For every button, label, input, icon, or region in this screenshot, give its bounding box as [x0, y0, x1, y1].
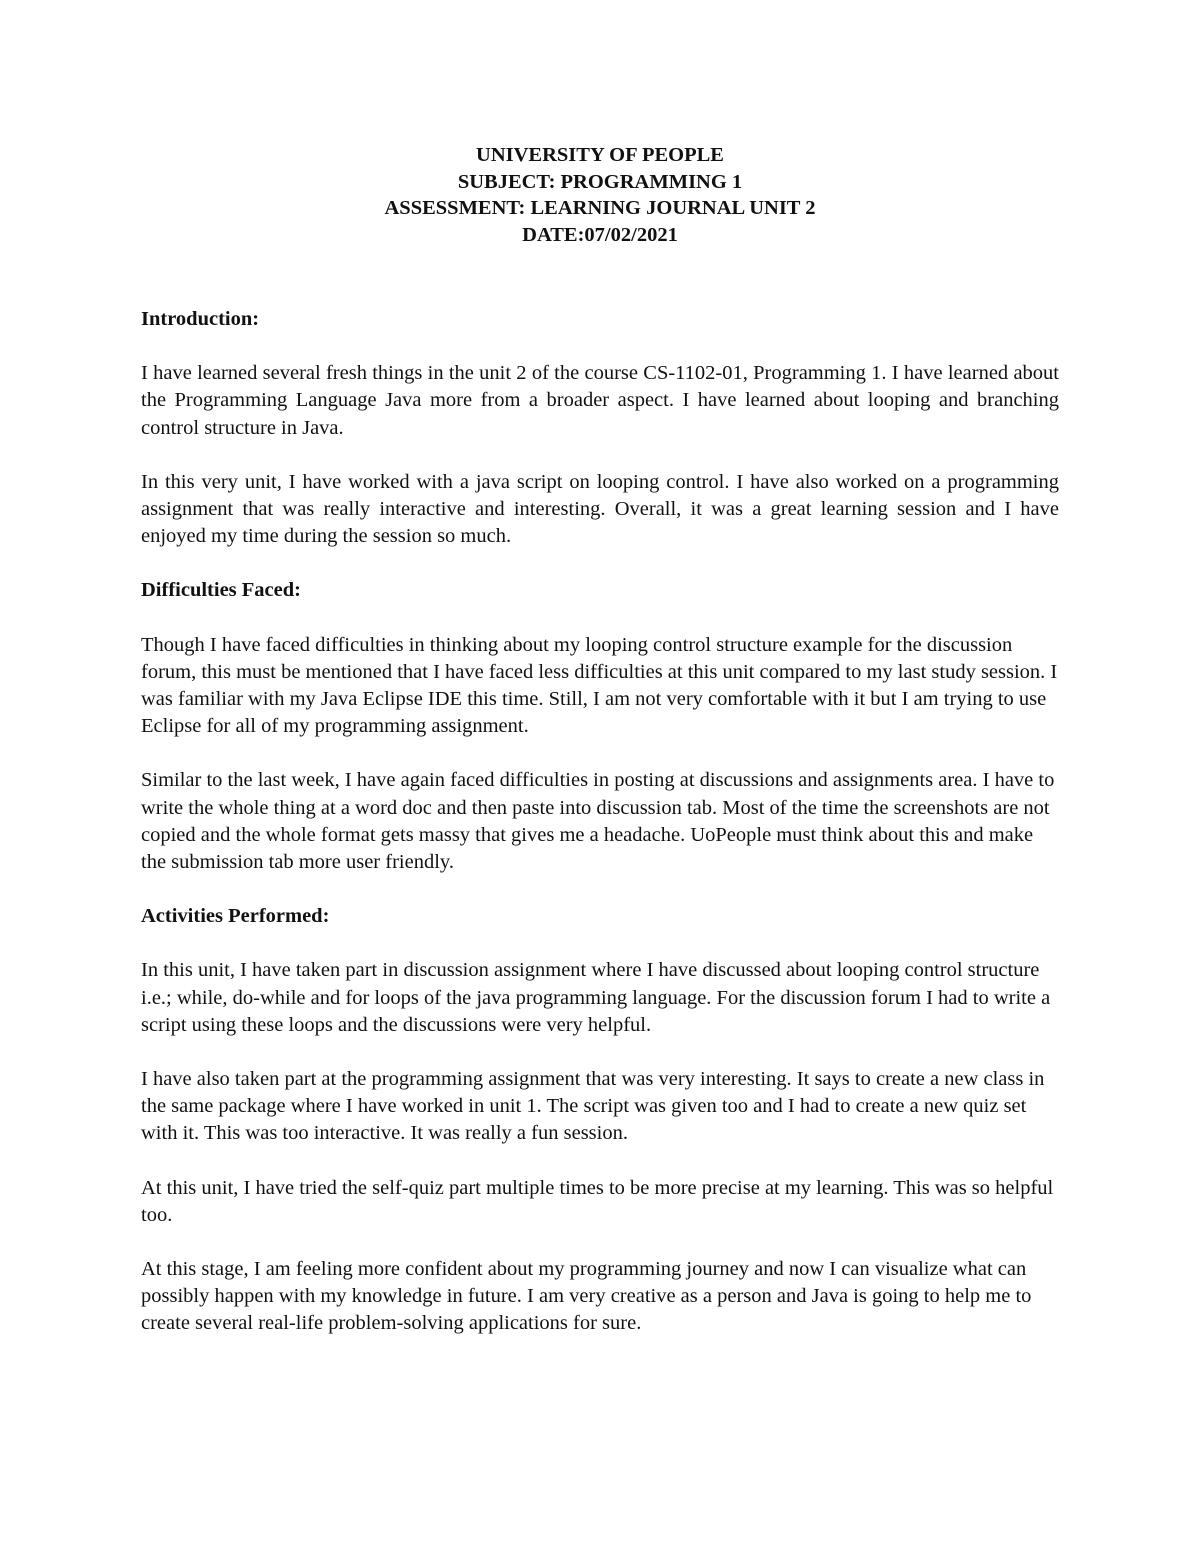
university-name: UNIVERSITY OF PEOPLE: [476, 144, 724, 166]
activities-heading: Activities Performed:: [141, 905, 330, 928]
date-line: DATE:07/02/2021: [522, 223, 678, 246]
difficulties-heading: Difficulties Faced:: [141, 579, 301, 602]
activities-paragraph-3: At this unit, I have tried the self-quiz part multiple times to be more precise at my learning. This was so helpful too.: [141, 1176, 1054, 1226]
introduction-section: [141, 306, 1059, 550]
activities-paragraph-2: I have also taken part at the programming assignment that was very interesting. It says to create a new class in the same package where I have worked in unit 1. The script was given too and I had to create a new quiz set with it. This was too interactive. It was really a fun session.: [141, 1068, 1045, 1145]
difficulties-paragraph-2: Similar to the last week, I have again faced difficulties in posting at discussions and assignments area. I have to write the whole thing at a word doc and then paste into discussion tab. Most of the time the screenshots are not copied and the whole format gets massy that gives me a headache. UoPeople must think about this and make the submission tab more user friendly.: [141, 769, 1055, 874]
introduction-paragraph-2: In this very unit, I have worked with a java script on looping control. I have also worked on a programming assignment that was really interactive and interesting. Overall, it was a great learning session and I have enjoyed my time during the session so much.: [141, 470, 1059, 548]
introduction-heading: Introduction:: [141, 308, 260, 330]
activities-paragraph-1: In this unit, I have taken part in discussion assignment where I have discussed about looping control structure i.e.; while, do-while and for loops of the java programming language. For the discussion forum I had to write a script using these loops and the discussions were very helpful.: [141, 959, 1051, 1036]
difficulties-section: [141, 577, 1059, 876]
document-header: [0, 142, 1200, 248]
difficulties-paragraph-1: Though I have faced difficulties in thinking about my looping control structure example for the discussion forum, this must be mentioned that I have faced less difficulties at this unit compared to my last study session. I was familiar with my Java Eclipse IDE this time. Still, I am not very comfortable with it but I am trying to use Eclipse for all of my programming assignment.: [141, 633, 1058, 738]
introduction-paragraph-1: I have learned several fresh things in the unit 2 of the course CS-1102-01, Programming 1. I have learned about the Programming Language Java more from a broader aspect. I have learned about looping and branching control structure in Java.: [141, 362, 1059, 439]
document-body: [141, 306, 1059, 1365]
assessment-line: ASSESSMENT: LEARNING JOURNAL UNIT 2: [384, 197, 816, 219]
activities-paragraph-4: At this stage, I am feeling more confident about my programming journey and now I can visualize what can possibly happen with my knowledge in future. I am very creative as a person and Java is going to help me to create several real-life problem-solving applications for sure.: [141, 1258, 1032, 1335]
subject-line: SUBJECT: PROGRAMMING 1: [457, 170, 743, 193]
activities-section: [141, 903, 1059, 1337]
